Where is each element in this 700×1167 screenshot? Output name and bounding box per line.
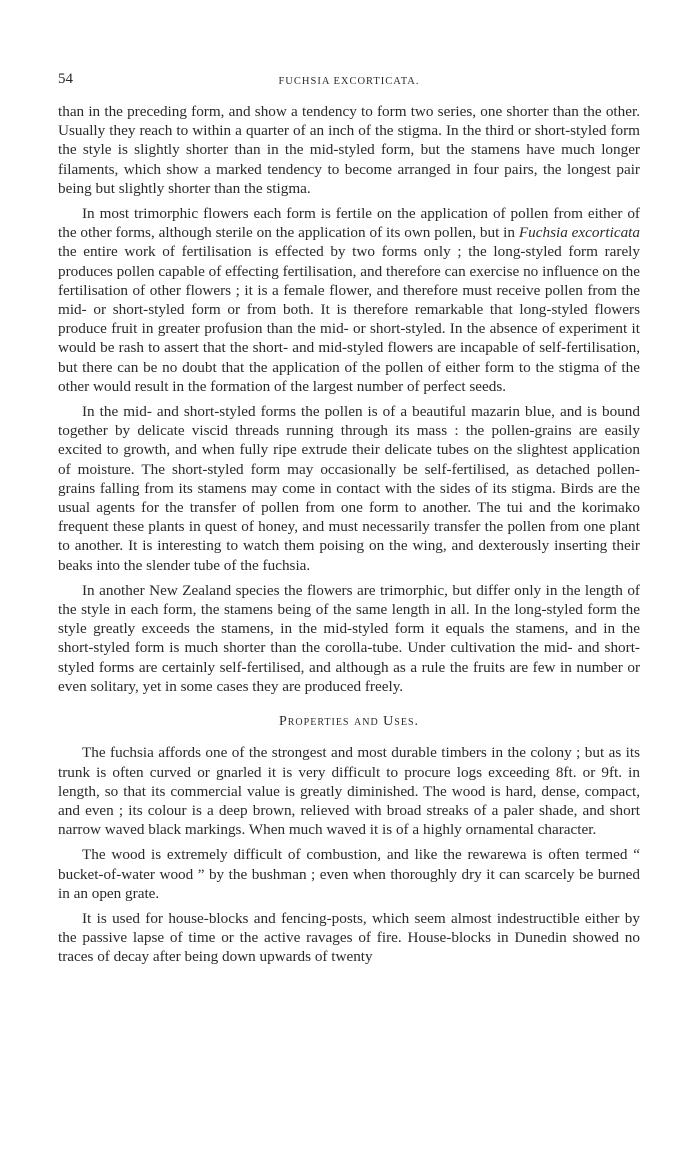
- section-heading: Properties and Uses.: [278, 714, 420, 730]
- paragraph-timber: The fuchsia affords one of the strongest and most durable timbers in the colony ; but as its trunk is often curved or gnarled it is very difficult to procure logs exceeding 8ft. or 9ft. in length, so that its commercial value is greatly diminished. The wood is hard, dense, compact, and even ; its colour is a deep brown, relieved with broad streaks of a paler shade, and short narrow waved black markings. When much waved it is of a highly ornamental character.: [58, 744, 640, 839]
- paragraph-other-species: In another New Zealand species the flowers are trimorphic, but differ only in the length of the style in each form, the stamens being of the same length in all. In the long-styled form the style greatly exceeds the stamens, in the mid-styled form it equals the stamens, and in the short-styled form is much shorter than the corolla-tube. Under cultivation the mid- and short-styled forms are certainly self-fertilised, and although as a rule the fruits are few in number or even solitary, yet in some cases they are produced freely.: [58, 581, 640, 695]
- running-head: [58, 70, 640, 92]
- paragraph-combustion: The wood is extremely difficult of combustion, and like the rewarewa is often termed “ bucket-of-water wood ” by the bushman ; even when thoroughly dry it can scarcely be burned in an open grate.: [58, 846, 640, 902]
- running-title: FUCHSIA EXCORTICATA.: [278, 76, 420, 87]
- paragraph-continued: than in the preceding form, and show a tendency to form two series, one shorter than the other. Usually they reach to within a quarter of an inch of the stigma. In the third or short-styled form the style is slightly shorter than in the mid-styled form, but the stamens have much longer filaments, which show a marked tendency to become arranged in four pairs, the longest pair being but slightly shorter than the stigma.: [58, 103, 640, 197]
- species-name-italic: Fuchsia excorticata: [518, 224, 640, 242]
- text-span: the entire work of fertilisation is effected by two forms only ; the long-styled form rarely produces pollen capable of effecting fertilisation, and therefore can exercise no influence on the fertilisation of other flowers ; it is a female flower, and therefore must receive pollen from the mid- or short-styled form or from both. It is therefore remarkable that long-styled flowers produce fruit in greater profusion than the mid- or short-styled. In the absence of experiment it would be rash to assert that the short- and mid-styled flowers are incapable of self-fertilisation, but there can be no doubt that the application of the pollen of either form to the stigma of the other would result in the formation of the largest number of perfect seeds.: [58, 243, 640, 395]
- paragraph-pollen: In the mid- and short-styled forms the pollen is of a beautiful mazarin blue, and is bound together by delicate viscid threads running through its mass : the pollen-grains are easily excited to growth, and when fully ripe extrude their delicate tubes on the slightest application of moisture. The short-styled form may occasionally be self-fertilised, as detached pollen-grains falling from its stamens may come in contact with the sides of its stigma. Birds are the usual agents for the transfer of pollen from one form to another. The tui and the korimako frequent these plants in quest of honey, and must necessarily transfer the pollen from one plant to another. It is interesting to watch them poising on the wing, and dexterously inserting their beaks into the slender tube of the fuchsia.: [58, 403, 640, 574]
- paragraph-uses: It is used for house-blocks and fencing-posts, which seem almost indestructible either by the passive lapse of time or the active ravages of fire. House-blocks in Dunedin showed no traces of decay after being down upwards of twenty: [58, 909, 640, 966]
- page-number: 54: [58, 71, 73, 87]
- book-page: [58, 70, 640, 973]
- text-span: In most trimorphic flowers each form is fertile on the application of pollen from either of the other forms, although sterile on the application of its own pollen, but in: [58, 205, 640, 242]
- paragraph-trimorphic-fertility: [58, 204, 640, 396]
